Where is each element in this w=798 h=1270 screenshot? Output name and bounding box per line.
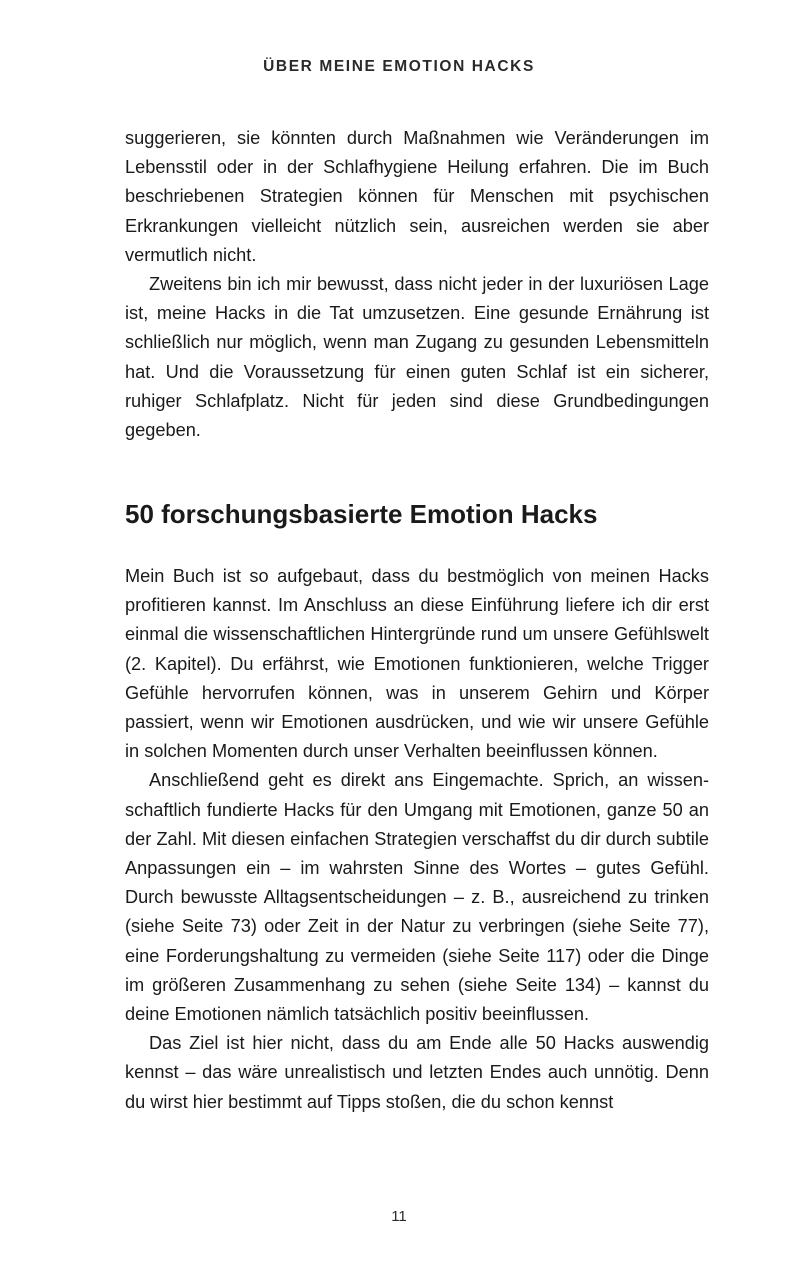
paragraph: Mein Buch ist so aufgebaut, dass du bestmöglich von meinen Hacks profitieren kannst. Im Anschluss an diese Einführung liefere ich dir erst einmal die wissenschaftlichen Hintergründe rund um unsere Gefühlswelt (2. Kapitel). Du erfährst, wie Emotionen funktionieren, welche Trigger Gefühle hervorrufen können, was in unserem Gehirn und Körper passiert, wenn wir Emotionen ausdrücken, und wie wir unsere Gefühle in solchen Momenten durch unser Verhalten beeinflussen können. <box>125 566 709 762</box>
body-text-block-2 <box>125 562 709 1117</box>
paragraph: Anschließend geht es direkt ans Eingemachte. Sprich, an wissenschaftlich fundierte Hacks für den Umgang mit Emotionen, ganze 50 an der Zahl. Mit diesen einfachen Strategien verschaffst du dir durch subtile Anpassungen ein – im wahrsten Sinne des Wortes – gutes Gefühl. Durch bewusste Alltagsentscheidungen – z. B., ausreichend zu trinken (siehe Seite 73) oder Zeit in der Natur zu verbringen (siehe Seite 77), eine Forderungshaltung zu vermeiden (siehe Seite 117) oder die Dinge im größeren Zusammenhang zu sehen (siehe Seite 134) – kannst du deine Emotionen nämlich tatsächlich positiv beeinflussen. <box>125 770 709 1025</box>
section-heading: 50 forschungsbasierte Emotion Hacks <box>125 499 598 529</box>
page-number: 11 <box>391 1208 407 1225</box>
paragraph: Zweitens bin ich mir bewusst, dass nicht jeder in der luxuriösen Lage ist, meine Hacks in die Tat umzusetzen. Eine gesunde Ernährung ist schließlich nur möglich, wenn man Zugang zu gesunden Lebensmitteln hat. Und die Voraussetzung für einen guten Schlaf ist ein sicherer, ruhiger Schlafplatz. Nicht für jeden sind diese Grundbedingungen gegeben. <box>125 274 709 441</box>
paragraph: suggerieren, sie könnten durch Maßnahmen wie Veränderungen im Lebensstil oder in der Schlafhygiene Heilung erfahren. Die im Buch beschriebenen Strategien können für Menschen mit psychischen Erkrankungen vielleicht nützlich sein, ausreichen werden sie aber vermutlich nicht. <box>125 128 709 265</box>
running-head: ÜBER MEINE EMOTION HACKS <box>263 58 535 75</box>
body-text-block-1 <box>125 124 709 445</box>
paragraph: Das Ziel ist hier nicht, dass du am Ende alle 50 Hacks auswendig kennst – das wäre unrealistisch und letzten Endes auch unnötig. Denn du wirst hier bestimmt auf Tipps stoßen, die du schon kennst <box>125 1033 709 1112</box>
